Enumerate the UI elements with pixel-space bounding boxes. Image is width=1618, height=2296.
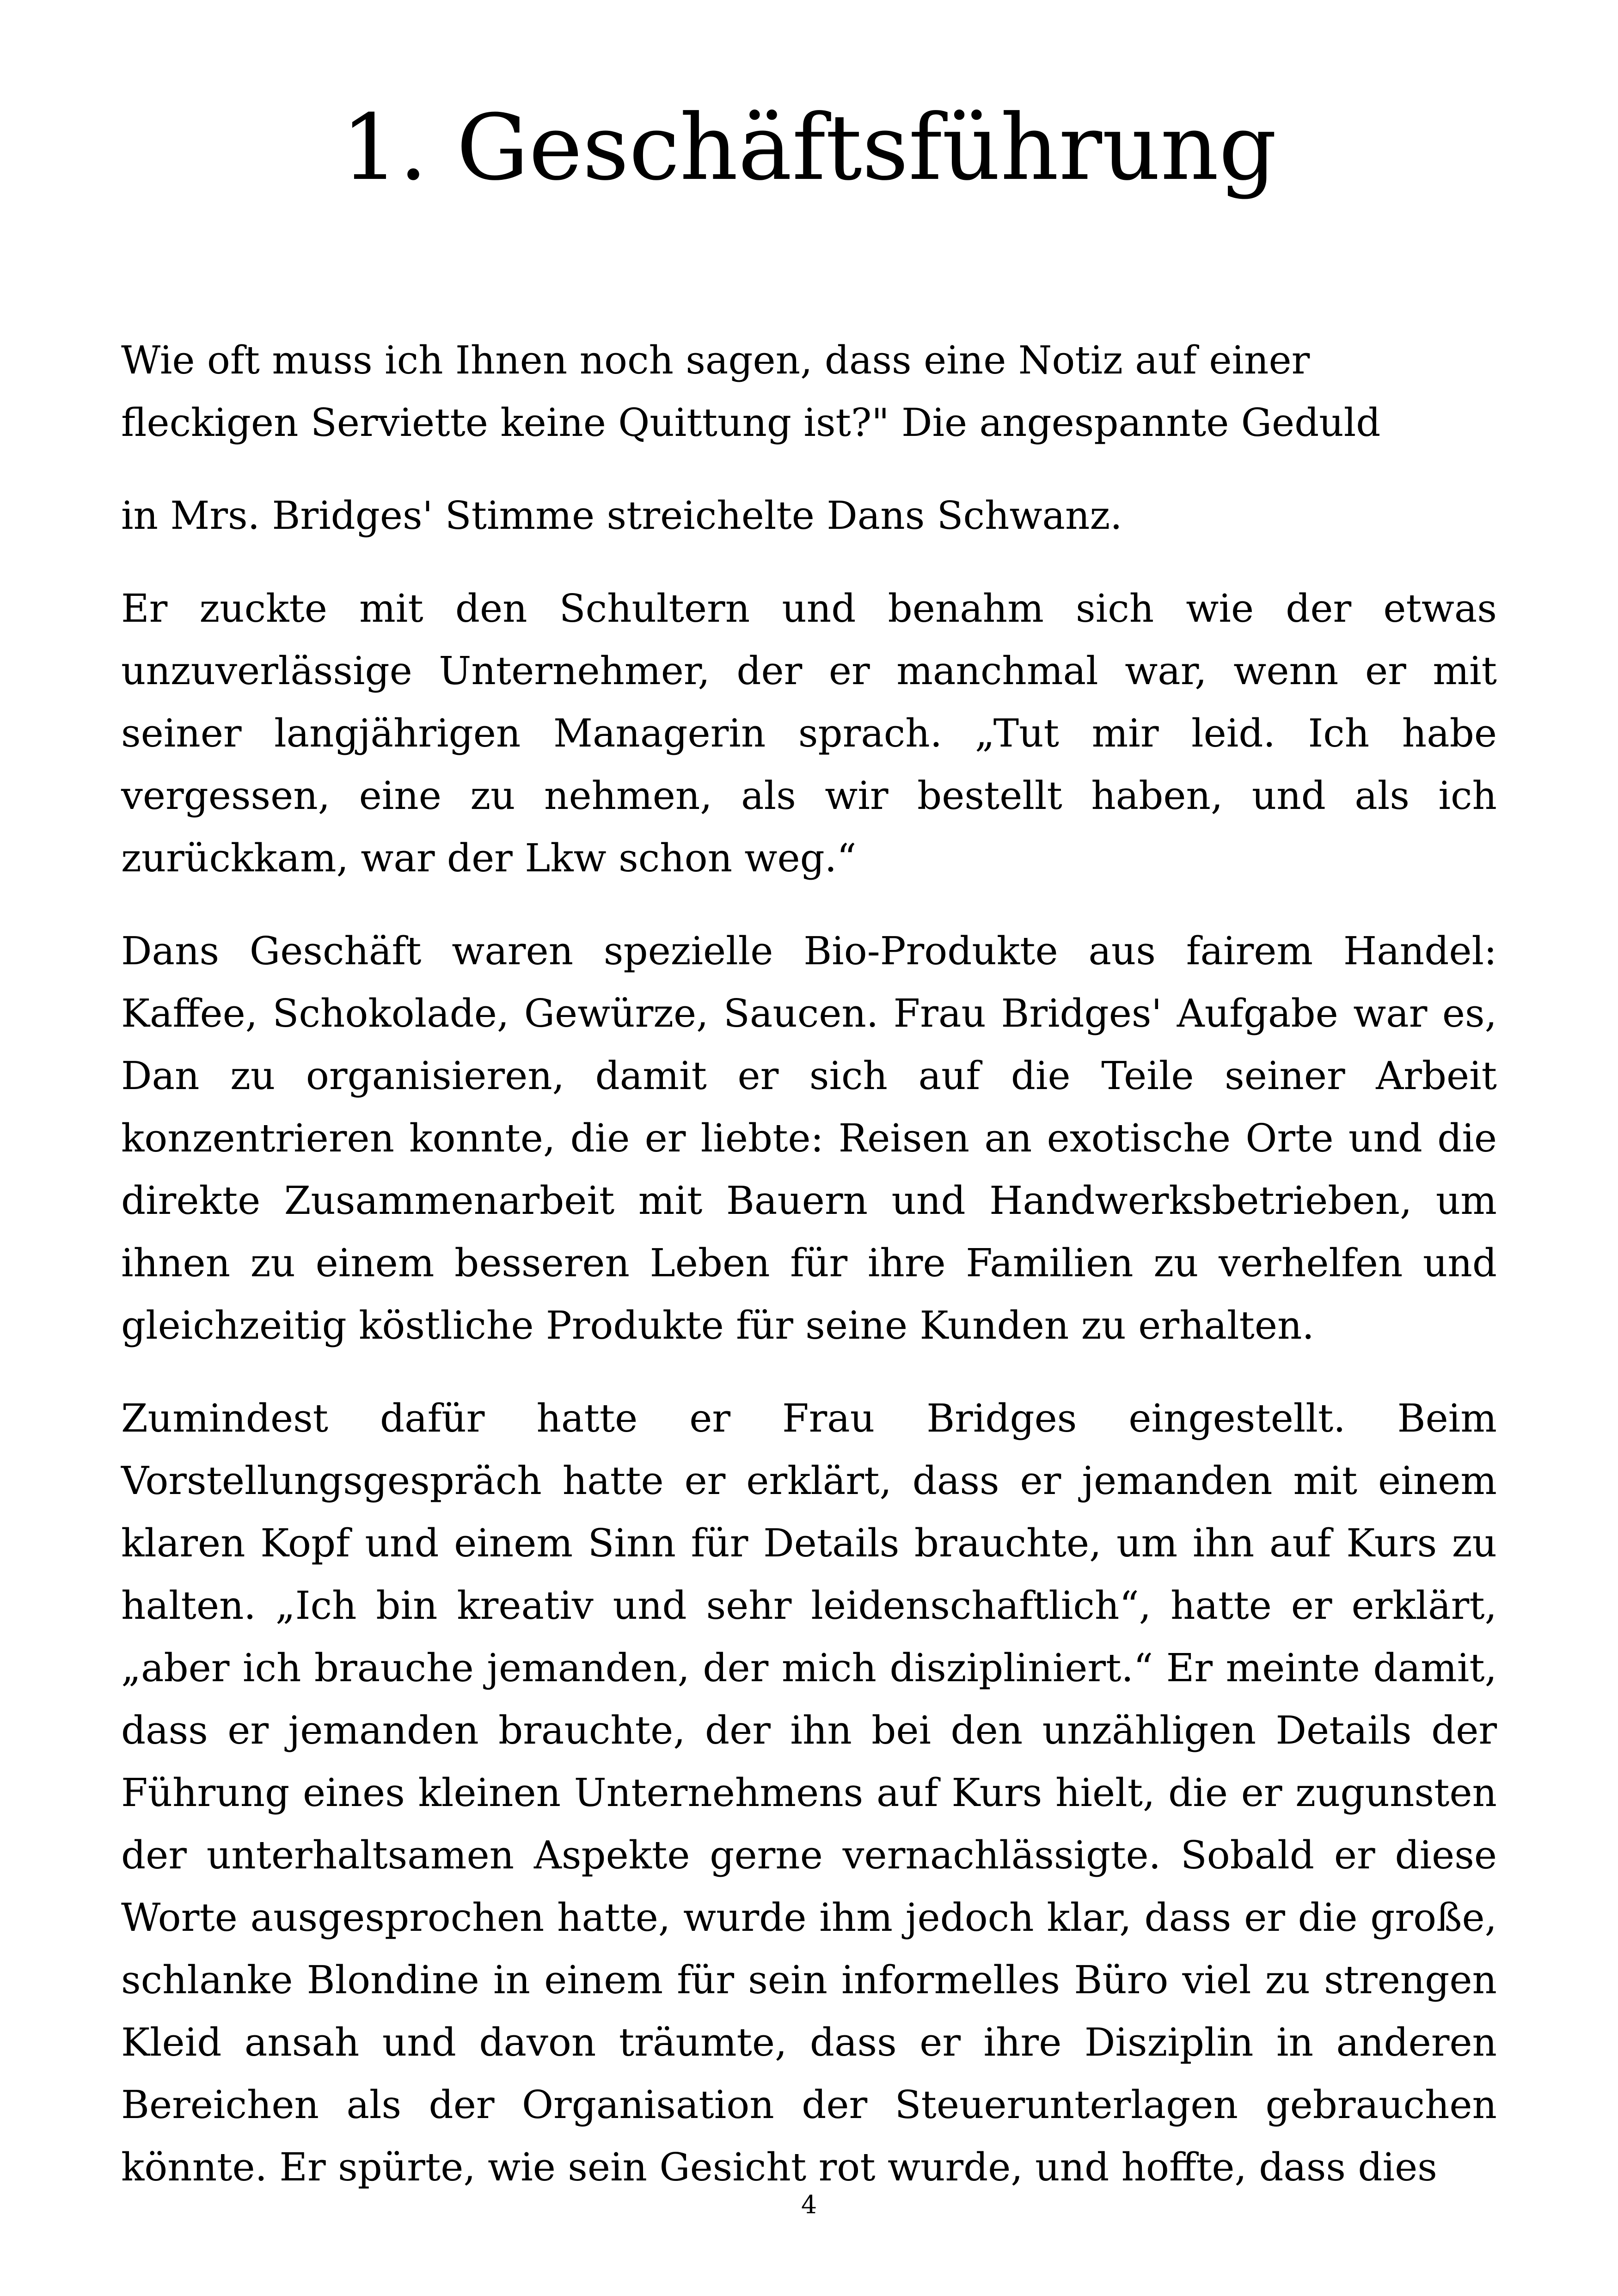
page-number: 4 <box>801 2190 817 2219</box>
body-text <box>121 329 1497 2229</box>
paragraph-1: Wie oft muss ich Ihnen noch sagen, dass eine Notiz auf einer fleckigen Serviette keine Quittung ist?" Die angespannte Geduld <box>121 338 1381 445</box>
paragraph-2: in Mrs. Bridges' Stimme streichelte Dans Schwanz. <box>121 493 1122 538</box>
paragraph-3: Er zuckte mit den Schultern und benahm sich wie der etwas unzuverlässige Unternehmer, der er manchmal war, wenn er mit seiner langjährigen Managerin sprach. „Tut mir leid. Ich habe vergessen, eine zu nehmen, als wir bestellt haben, und als ich zurückkam, war der Lkw schon weg.“ <box>121 586 1497 881</box>
paragraph-4: Dans Geschäft waren spezielle Bio-Produkte aus fairem Handel: Kaffee, Schokolade, Gewürze, Saucen. Frau Bridges' Aufgabe war es, Dan zu organisieren, damit er sich auf die Teile seiner Arbeit konzentrieren konnte, die er liebte: Reisen an exotische Orte und die direkte Zusammenarbeit mit Bauern und Handwerksbetrieben, um ihnen zu einem besseren Leben für ihre Familien zu verhelfen und gleichzeitig köstliche Produkte für seine Kunden zu erhalten. <box>121 929 1497 1348</box>
paragraph-5: Zumindest dafür hatte er Frau Bridges eingestellt. Beim Vorstellungsgespräch hatte er erklärt, dass er jemanden mit einem klaren Kopf und einem Sinn für Details brauchte, um ihn auf Kurs zu halten. „Ich bin kreativ und sehr leidenschaftlich“, hatte er erklärt, „aber ich brauche jemanden, der mich diszipliniert.“ Er meinte damit, dass er jemanden brauchte, der ihn bei den unzähligen Details der Führung eines kleinen Unternehmens auf Kurs hielt, die er zugunsten der unterhaltsamen Aspekte gerne vernachlässigte. Sobald er diese Worte ausgesprochen hatte, wurde ihm jedoch klar, dass er die große, schlanke Blondine in einem für sein informelles Büro viel zu strengen Kleid ansah und davon träumte, dass er ihre Disziplin in anderen Bereichen als der Organisation der Steuerunterlagen gebrauchen könnte. Er spürte, wie sein Gesicht rot wurde, und hoffte, dass dies <box>121 1396 1497 2190</box>
chapter-title: 1. Geschäftsführung <box>341 95 1277 201</box>
